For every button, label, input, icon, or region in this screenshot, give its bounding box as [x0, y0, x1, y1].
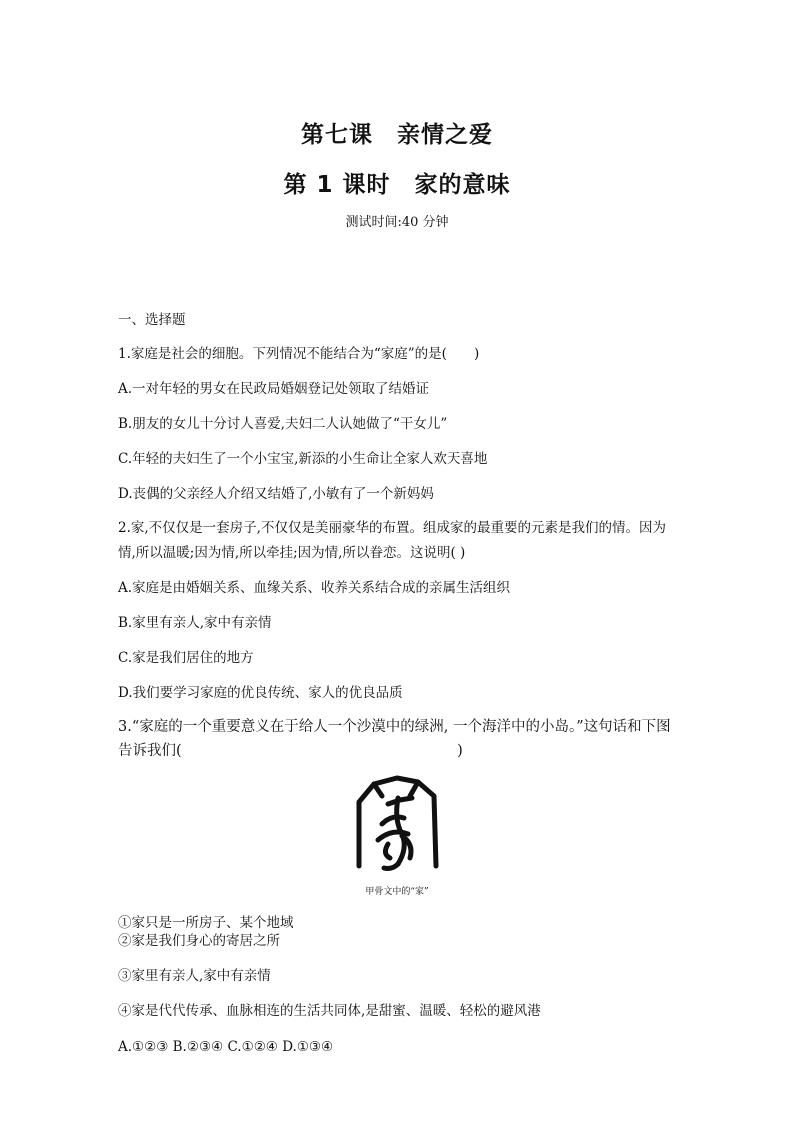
figure-caption: 甲骨文中的“家”: [365, 887, 429, 897]
q1-option-d: D.丧偶的父亲经人介绍又结婚了,小敏有了一个新妈妈: [118, 486, 434, 502]
oracle-bone-jia-icon: [352, 774, 442, 874]
q1-option-c: C.年轻的夫妇生了一个小宝宝,新添的小生命让全家人欢天喜地: [118, 451, 488, 467]
q2-option-b: B.家里有亲人,家中有亲情: [118, 615, 272, 631]
q2-option-a: A.家庭是由婚姻关系、血缘关系、收养关系结合成的亲属生活组织: [118, 580, 511, 596]
q2-stem-line1: 2.家,不仅仅是一套房子,不仅仅是美丽豪华的布置。组成家的最重要的元素是我们的情。因为: [118, 520, 666, 536]
q3-statement-1: ①家只是一所房子、某个地域: [118, 915, 294, 931]
q1-option-a: A.一对年轻的男女在民政局婚姻登记处领取了结婚证: [118, 381, 430, 397]
q3-statement-3: ③家里有亲人,家中有亲情: [118, 968, 271, 984]
q3-stem-line2: 告诉我们( ): [118, 743, 463, 759]
q1-stem: 1.家庭是社会的细胞。下列情况不能结合为“家庭”的是( ): [118, 346, 480, 362]
q3-answer-choices: A.①②③ B.②③④ C.①②④ D.①③④: [118, 1039, 334, 1055]
section-heading: 一、选择题: [118, 312, 186, 328]
q3-statement-4: ④家是代代传承、血脉相连的生活共同体,是甜蜜、温暖、轻松的避风港: [118, 1003, 541, 1019]
lesson-title: 第七课 亲情之爱: [301, 122, 493, 148]
q2-option-d: D.我们要学习家庭的优良传统、家人的优良品质: [118, 685, 403, 701]
q2-stem-line2: 情,所以温暖;因为情,所以牵挂;因为情,所以眷恋。这说明( ): [118, 545, 466, 561]
q3-statement-2: ②家是我们身心的寄居之所: [118, 933, 280, 949]
q3-stem-line1: 3.“家庭的一个重要意义在于给人一个沙漠中的绿洲, 一个海洋中的小岛。”这句话和下图: [118, 719, 671, 735]
q1-option-b: B.朋友的女儿十分讨人喜爱,夫妇二人认她做了“干女儿”: [118, 416, 448, 432]
oracle-bone-jia-image: [352, 774, 442, 874]
q2-option-c: C.家是我们居住的地方: [118, 650, 254, 666]
test-time: 测试时间:40 分钟: [345, 215, 449, 230]
period-title: 第 1 课时 家的意味: [283, 172, 511, 198]
